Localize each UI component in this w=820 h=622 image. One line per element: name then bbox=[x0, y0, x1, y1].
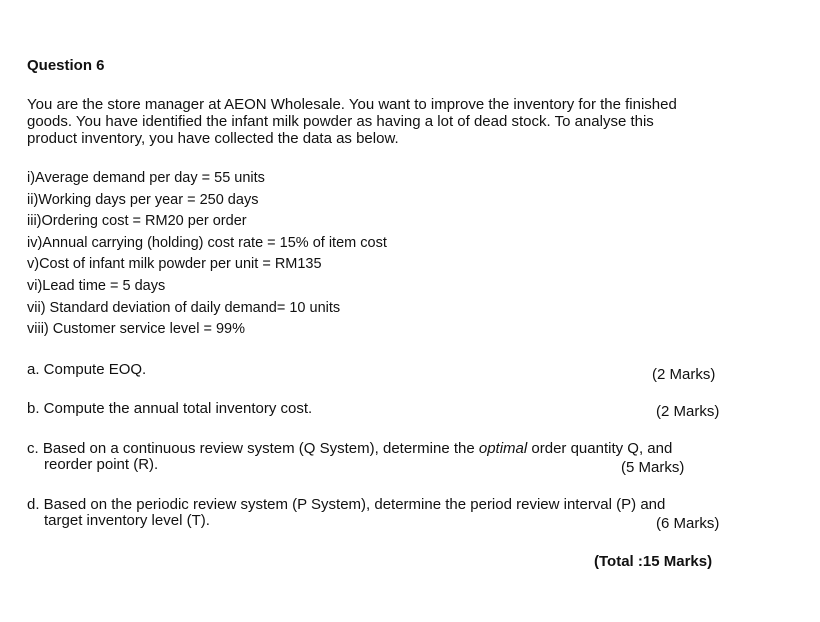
part-c-line1 bbox=[27, 440, 672, 457]
part-d-line2: target inventory level (T). bbox=[44, 512, 210, 529]
part-b-text: b. Compute the annual total inventory cost. bbox=[27, 400, 313, 417]
intro-paragraph bbox=[27, 96, 747, 147]
part-b-marks: (2 Marks) bbox=[656, 403, 720, 420]
intro-line: goods. You have identified the infant milk powder as having a lot of dead stock. To analyse this bbox=[27, 113, 654, 130]
data-item: v)Cost of infant milk powder per unit = RM135 bbox=[27, 256, 322, 273]
data-item: viii) Customer service level = 99% bbox=[27, 321, 245, 338]
data-item: vii) Standard deviation of daily demand= 10 units bbox=[27, 299, 341, 316]
data-item: vi)Lead time = 5 days bbox=[27, 277, 166, 294]
data-item: iii)Ordering cost = RM20 per order bbox=[27, 213, 247, 230]
data-list bbox=[27, 170, 387, 343]
part-c-line1-post: order quantity Q, and bbox=[527, 440, 673, 457]
part-c-marks: (5 Marks) bbox=[621, 459, 685, 476]
part-a-marks: (2 Marks) bbox=[652, 366, 716, 383]
part-c-line1-emphasis: optimal bbox=[478, 440, 528, 457]
data-item: iv)Annual carrying (holding) cost rate = 15% of item cost bbox=[27, 234, 387, 251]
part-c-line1-pre: c. Based on a continuous review system (Q System), determine the bbox=[27, 440, 479, 457]
data-item: i)Average demand per day = 55 units bbox=[27, 170, 265, 186]
part-a-text: a. Compute EOQ. bbox=[27, 361, 147, 378]
intro-line: product inventory, you have collected the data as below. bbox=[27, 130, 399, 147]
intro-line: You are the store manager at AEON Wholesale. You want to improve the inventory for the finished bbox=[27, 96, 677, 113]
data-item: ii)Working days per year = 250 days bbox=[27, 191, 259, 208]
part-d-marks: (6 Marks) bbox=[656, 515, 720, 532]
total-marks: (Total :15 Marks) bbox=[594, 553, 713, 570]
part-d-line1: d. Based on the periodic review system (P System), determine the period review interval (P) and bbox=[27, 496, 666, 513]
part-c-line2: reorder point (R). bbox=[44, 456, 159, 473]
question-title: Question 6 bbox=[27, 57, 105, 74]
